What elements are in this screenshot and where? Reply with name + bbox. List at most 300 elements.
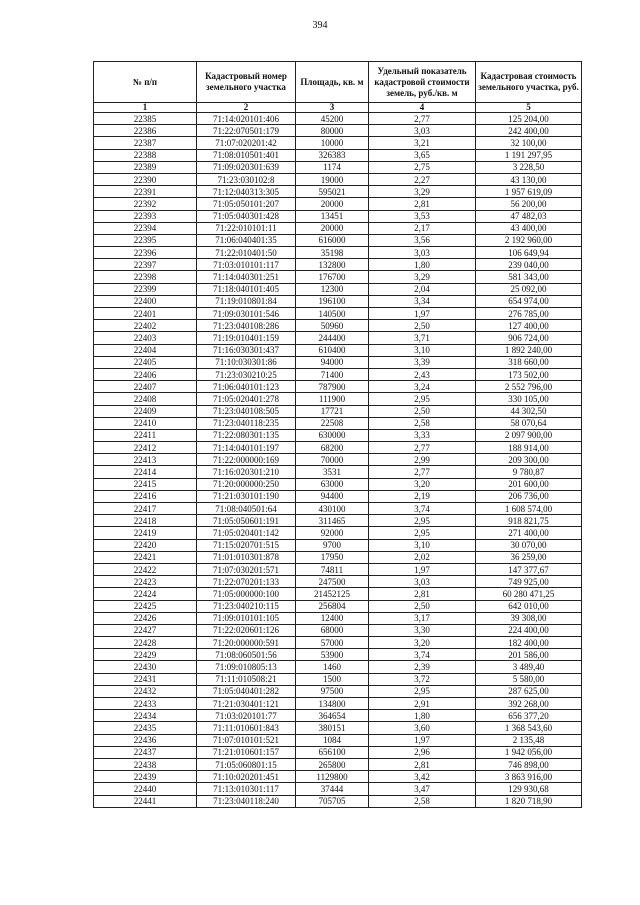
cell-specific-value: 3,20 (369, 478, 476, 490)
cell-area: 20000 (296, 222, 369, 234)
cell-area: 3531 (296, 466, 369, 478)
table-row (94, 539, 582, 551)
cell-row-number: 22441 (94, 795, 197, 807)
cell-area: 35198 (296, 247, 369, 259)
cell-specific-value: 2,43 (369, 368, 476, 380)
cell-cadastral-number: 71:22:070501:179 (197, 125, 296, 137)
cell-area: 430100 (296, 503, 369, 515)
cell-cadastral-value: 106 649,94 (476, 247, 582, 259)
cell-area: 57000 (296, 637, 369, 649)
cell-area: 256804 (296, 600, 369, 612)
column-number: 5 (476, 103, 582, 113)
cell-specific-value: 1,80 (369, 710, 476, 722)
cell-cadastral-number: 71:23:040108:505 (197, 405, 296, 417)
cell-row-number: 22414 (94, 466, 197, 478)
cell-cadastral-value: 125 204,00 (476, 113, 582, 125)
cell-area: 17950 (296, 551, 369, 563)
cell-cadastral-number: 71:09:010101:105 (197, 612, 296, 624)
cell-specific-value: 3,21 (369, 137, 476, 149)
cell-specific-value: 2,77 (369, 466, 476, 478)
cell-cadastral-value: 32 100,00 (476, 137, 582, 149)
cell-row-number: 22390 (94, 173, 197, 185)
table-row (94, 113, 582, 125)
cell-cadastral-value: 1 368 543,60 (476, 722, 582, 734)
cell-area: 380151 (296, 722, 369, 734)
cell-area: 247500 (296, 576, 369, 588)
table-row (94, 417, 582, 429)
cell-cadastral-value: 749 925,00 (476, 576, 582, 588)
cell-row-number: 22392 (94, 198, 197, 210)
cell-cadastral-number: 71:06:040401:35 (197, 234, 296, 246)
table-row (94, 222, 582, 234)
cell-row-number: 22426 (94, 612, 197, 624)
cell-row-number: 22433 (94, 698, 197, 710)
cell-area: 364654 (296, 710, 369, 722)
cell-row-number: 22438 (94, 758, 197, 770)
cell-cadastral-value: 209 300,00 (476, 454, 582, 466)
table-row (94, 149, 582, 161)
cell-cadastral-number: 71:23:030210:25 (197, 368, 296, 380)
table-row (94, 368, 582, 380)
cell-specific-value: 3,47 (369, 783, 476, 795)
cell-area: 94000 (296, 356, 369, 368)
cell-cadastral-value: 581 343,00 (476, 271, 582, 283)
cell-specific-value: 3,20 (369, 637, 476, 649)
cell-cadastral-value: 656 377,20 (476, 710, 582, 722)
cell-area: 1084 (296, 734, 369, 746)
table-row (94, 649, 582, 661)
cell-cadastral-value: 276 785,00 (476, 308, 582, 320)
cell-cadastral-value: 392 268,00 (476, 698, 582, 710)
cell-area: 244400 (296, 332, 369, 344)
table-row (94, 295, 582, 307)
cell-row-number: 22407 (94, 381, 197, 393)
cell-cadastral-value: 1 892 240,00 (476, 344, 582, 356)
table-row (94, 125, 582, 137)
cell-specific-value: 3,10 (369, 344, 476, 356)
cell-area: 68200 (296, 442, 369, 454)
cell-cadastral-number: 71:12:040313:305 (197, 186, 296, 198)
cell-cadastral-number: 71:14:040101:197 (197, 442, 296, 454)
cell-area: 22508 (296, 417, 369, 429)
cell-row-number: 22399 (94, 283, 197, 295)
cell-specific-value: 2,75 (369, 161, 476, 173)
cell-row-number: 22422 (94, 563, 197, 575)
cell-specific-value: 3,34 (369, 295, 476, 307)
cell-cadastral-value: 36 259,00 (476, 551, 582, 563)
cell-cadastral-number: 71:13:010301:117 (197, 783, 296, 795)
cell-cadastral-number: 71:23:040108:286 (197, 320, 296, 332)
cell-row-number: 22424 (94, 588, 197, 600)
cell-cadastral-number: 71:05:020401:142 (197, 527, 296, 539)
cell-specific-value: 3,74 (369, 649, 476, 661)
cell-row-number: 22416 (94, 490, 197, 502)
cell-area: 74811 (296, 563, 369, 575)
cell-specific-value: 3,24 (369, 381, 476, 393)
cell-area: 616000 (296, 234, 369, 246)
cell-specific-value: 2,04 (369, 283, 476, 295)
cell-area: 787900 (296, 381, 369, 393)
cell-row-number: 22431 (94, 673, 197, 685)
cell-cadastral-number: 71:23:030102:8 (197, 173, 296, 185)
cell-cadastral-number: 71:21:010601:157 (197, 746, 296, 758)
table-row (94, 588, 582, 600)
cell-cadastral-number: 71:11:010601:843 (197, 722, 296, 734)
cell-area: 1174 (296, 161, 369, 173)
cell-area: 140500 (296, 308, 369, 320)
cell-row-number: 22394 (94, 222, 197, 234)
cell-cadastral-value: 43 130,00 (476, 173, 582, 185)
cell-row-number: 22421 (94, 551, 197, 563)
cell-cadastral-number: 71:05:040401:282 (197, 685, 296, 697)
cell-cadastral-value: 906 724,00 (476, 332, 582, 344)
cell-row-number: 22425 (94, 600, 197, 612)
cell-area: 92000 (296, 527, 369, 539)
cell-cadastral-value: 1 957 619,09 (476, 186, 582, 198)
cell-cadastral-number: 71:03:010101:117 (197, 259, 296, 271)
cell-specific-value: 2,95 (369, 685, 476, 697)
table-row (94, 673, 582, 685)
cell-row-number: 22393 (94, 210, 197, 222)
cell-specific-value: 3,29 (369, 186, 476, 198)
cell-cadastral-number: 71:09:030101:546 (197, 308, 296, 320)
cell-cadastral-value: 642 010,00 (476, 600, 582, 612)
cell-cadastral-value: 271 400,00 (476, 527, 582, 539)
column-numbers-row (94, 103, 582, 113)
column-number: 1 (94, 103, 197, 113)
cell-specific-value: 3,10 (369, 539, 476, 551)
cell-specific-value: 3,56 (369, 234, 476, 246)
cell-specific-value: 1,80 (369, 259, 476, 271)
cell-area: 50960 (296, 320, 369, 332)
cell-cadastral-number: 71:07:020201:42 (197, 137, 296, 149)
cell-cadastral-value: 206 736,00 (476, 490, 582, 502)
cell-specific-value: 3,30 (369, 624, 476, 636)
cell-cadastral-value: 173 502,00 (476, 368, 582, 380)
cell-row-number: 22404 (94, 344, 197, 356)
cell-row-number: 22395 (94, 234, 197, 246)
cell-row-number: 22397 (94, 259, 197, 271)
cell-row-number: 22437 (94, 746, 197, 758)
cell-cadastral-value: 147 377,67 (476, 563, 582, 575)
cell-row-number: 22403 (94, 332, 197, 344)
cell-cadastral-value: 224 400,00 (476, 624, 582, 636)
cell-area: 97500 (296, 685, 369, 697)
cell-specific-value: 2,81 (369, 198, 476, 210)
cell-cadastral-number: 71:09:010805:13 (197, 661, 296, 673)
cell-cadastral-value: 330 105,00 (476, 393, 582, 405)
table-row (94, 551, 582, 563)
cell-cadastral-number: 71:07:010101:521 (197, 734, 296, 746)
cell-area: 12400 (296, 612, 369, 624)
cell-specific-value: 2,95 (369, 393, 476, 405)
cell-specific-value: 3,42 (369, 771, 476, 783)
cell-cadastral-value: 287 625,00 (476, 685, 582, 697)
page-number: 394 (312, 20, 328, 31)
cell-cadastral-value: 239 040,00 (476, 259, 582, 271)
cell-row-number: 22411 (94, 429, 197, 441)
cell-row-number: 22406 (94, 368, 197, 380)
cell-area: 63000 (296, 478, 369, 490)
table-row (94, 271, 582, 283)
table-header-row (94, 62, 582, 103)
table-row (94, 405, 582, 417)
table-row (94, 247, 582, 259)
cell-row-number: 22418 (94, 515, 197, 527)
cell-specific-value: 3,17 (369, 612, 476, 624)
table-row (94, 454, 582, 466)
cell-row-number: 22402 (94, 320, 197, 332)
cell-area: 9700 (296, 539, 369, 551)
cell-row-number: 22389 (94, 161, 197, 173)
table-row (94, 259, 582, 271)
cell-cadastral-number: 71:21:030401:121 (197, 698, 296, 710)
cell-cadastral-number: 71:23:040118:240 (197, 795, 296, 807)
header-row-number: № п/п (94, 62, 197, 103)
cell-cadastral-value: 127 400,00 (476, 320, 582, 332)
cell-cadastral-number: 71:05:020401:278 (197, 393, 296, 405)
cell-cadastral-number: 71:19:010801:84 (197, 295, 296, 307)
cell-row-number: 22440 (94, 783, 197, 795)
cell-cadastral-number: 71:01:010301:878 (197, 551, 296, 563)
cell-row-number: 22419 (94, 527, 197, 539)
table-row (94, 698, 582, 710)
header-specific-value: Удельный показатель кадастровой стоимости земель, руб./кв. м (369, 62, 476, 103)
cell-cadastral-value: 129 930,68 (476, 783, 582, 795)
cell-area: 71400 (296, 368, 369, 380)
table-row (94, 308, 582, 320)
cell-specific-value: 3,65 (369, 149, 476, 161)
cadastral-value-table (93, 61, 582, 808)
cell-area: 21452125 (296, 588, 369, 600)
cell-cadastral-value: 182 400,00 (476, 637, 582, 649)
cell-specific-value: 2,17 (369, 222, 476, 234)
cell-cadastral-number: 71:22:010401:50 (197, 247, 296, 259)
cell-area: 45200 (296, 113, 369, 125)
table-row (94, 795, 582, 807)
cell-cadastral-number: 71:19:010401:159 (197, 332, 296, 344)
cell-cadastral-number: 71:16:020301:210 (197, 466, 296, 478)
cell-row-number: 22430 (94, 661, 197, 673)
table-row (94, 332, 582, 344)
cell-area: 68000 (296, 624, 369, 636)
cell-specific-value: 2,27 (369, 173, 476, 185)
cell-cadastral-number: 71:10:030301:86 (197, 356, 296, 368)
cell-specific-value: 3,03 (369, 247, 476, 259)
table-row (94, 783, 582, 795)
cell-cadastral-number: 71:10:020201:451 (197, 771, 296, 783)
cell-area: 610400 (296, 344, 369, 356)
cell-specific-value: 3,29 (369, 271, 476, 283)
table-row (94, 515, 582, 527)
cell-specific-value: 2,50 (369, 405, 476, 417)
table-row (94, 198, 582, 210)
table-row (94, 320, 582, 332)
cell-cadastral-number: 71:23:040118:235 (197, 417, 296, 429)
cell-cadastral-value: 47 482,03 (476, 210, 582, 222)
cell-specific-value: 2,95 (369, 527, 476, 539)
cell-cadastral-number: 71:18:040101:405 (197, 283, 296, 295)
table-row (94, 576, 582, 588)
cell-cadastral-value: 9 780,87 (476, 466, 582, 478)
cell-specific-value: 3,74 (369, 503, 476, 515)
cell-row-number: 22408 (94, 393, 197, 405)
cell-specific-value: 2,81 (369, 758, 476, 770)
cell-area: 656100 (296, 746, 369, 758)
cell-cadastral-number: 71:22:020601:126 (197, 624, 296, 636)
cell-area: 10000 (296, 137, 369, 149)
cell-specific-value: 3,03 (369, 576, 476, 588)
cell-cadastral-number: 71:05:040301:428 (197, 210, 296, 222)
cell-cadastral-value: 25 092,00 (476, 283, 582, 295)
table-row (94, 758, 582, 770)
table-row (94, 442, 582, 454)
cell-area: 17721 (296, 405, 369, 417)
table-row (94, 710, 582, 722)
cell-specific-value: 2,39 (369, 661, 476, 673)
table-row (94, 429, 582, 441)
cell-cadastral-value: 1 191 297,95 (476, 149, 582, 161)
cell-row-number: 22405 (94, 356, 197, 368)
cell-area: 265800 (296, 758, 369, 770)
cell-specific-value: 3,60 (369, 722, 476, 734)
cell-cadastral-number: 71:22:080301:135 (197, 429, 296, 441)
cell-area: 132800 (296, 259, 369, 271)
cell-area: 630000 (296, 429, 369, 441)
table-row (94, 722, 582, 734)
cell-cadastral-number: 71:15:020701:515 (197, 539, 296, 551)
cell-specific-value: 2,99 (369, 454, 476, 466)
cell-row-number: 22428 (94, 637, 197, 649)
cell-area: 1460 (296, 661, 369, 673)
table-row (94, 234, 582, 246)
cell-specific-value: 1,97 (369, 563, 476, 575)
cell-cadastral-number: 71:08:010501:401 (197, 149, 296, 161)
cell-cadastral-number: 71:16:030301:437 (197, 344, 296, 356)
cell-specific-value: 2,77 (369, 113, 476, 125)
cell-row-number: 22387 (94, 137, 197, 149)
cell-cadastral-value: 39 308,00 (476, 612, 582, 624)
table-row (94, 600, 582, 612)
header-cadastral-value: Кадастровая стоимость земельного участка, руб. (476, 62, 582, 103)
cell-specific-value: 3,33 (369, 429, 476, 441)
cell-specific-value: 3,53 (369, 210, 476, 222)
cell-row-number: 22439 (94, 771, 197, 783)
column-number: 3 (296, 103, 369, 113)
table-row (94, 612, 582, 624)
cell-area: 12300 (296, 283, 369, 295)
cell-area: 70000 (296, 454, 369, 466)
table-row (94, 210, 582, 222)
cell-cadastral-value: 1 820 718,90 (476, 795, 582, 807)
table-row (94, 734, 582, 746)
cell-area: 134800 (296, 698, 369, 710)
cell-cadastral-number: 71:05:060801:15 (197, 758, 296, 770)
cell-cadastral-number: 71:05:050101:207 (197, 198, 296, 210)
cell-area: 20000 (296, 198, 369, 210)
cell-cadastral-value: 3 489,40 (476, 661, 582, 673)
cell-cadastral-number: 71:08:040501:64 (197, 503, 296, 515)
cell-cadastral-value: 60 280 471,25 (476, 588, 582, 600)
cell-row-number: 22396 (94, 247, 197, 259)
cell-cadastral-value: 2 135,48 (476, 734, 582, 746)
table-row (94, 137, 582, 149)
cell-specific-value: 2,96 (369, 746, 476, 758)
table-row (94, 624, 582, 636)
cell-cadastral-value: 5 580,00 (476, 673, 582, 685)
cell-specific-value: 2,02 (369, 551, 476, 563)
table-row (94, 661, 582, 673)
cell-cadastral-value: 318 660,00 (476, 356, 582, 368)
table-row (94, 478, 582, 490)
cell-area: 326383 (296, 149, 369, 161)
cell-cadastral-number: 71:22:010101:11 (197, 222, 296, 234)
cell-area: 19000 (296, 173, 369, 185)
cell-row-number: 22388 (94, 149, 197, 161)
cell-row-number: 22432 (94, 685, 197, 697)
cell-specific-value: 2,95 (369, 515, 476, 527)
cell-cadastral-value: 3 863 916,00 (476, 771, 582, 783)
table-row (94, 746, 582, 758)
cell-cadastral-number: 71:07:030201:571 (197, 563, 296, 575)
cell-area: 111900 (296, 393, 369, 405)
cell-specific-value: 3,03 (369, 125, 476, 137)
cell-cadastral-value: 918 821,75 (476, 515, 582, 527)
cell-area: 595021 (296, 186, 369, 198)
table-row (94, 356, 582, 368)
table-row (94, 771, 582, 783)
cell-area: 705705 (296, 795, 369, 807)
cell-cadastral-number: 71:06:040101:123 (197, 381, 296, 393)
cell-specific-value: 2,50 (369, 600, 476, 612)
table-row (94, 527, 582, 539)
cell-specific-value: 3,72 (369, 673, 476, 685)
cell-specific-value: 3,39 (369, 356, 476, 368)
cell-cadastral-value: 242 400,00 (476, 125, 582, 137)
cell-cadastral-number: 71:03:020101:77 (197, 710, 296, 722)
cell-cadastral-value: 44 302,50 (476, 405, 582, 417)
cell-cadastral-number: 71:20:000000:250 (197, 478, 296, 490)
cell-cadastral-number: 71:14:040301:251 (197, 271, 296, 283)
cell-area: 80000 (296, 125, 369, 137)
table-row (94, 637, 582, 649)
table-row (94, 161, 582, 173)
cell-row-number: 22391 (94, 186, 197, 198)
cell-cadastral-number: 71:11:010508:21 (197, 673, 296, 685)
column-number: 2 (197, 103, 296, 113)
cell-row-number: 22415 (94, 478, 197, 490)
cell-row-number: 22436 (94, 734, 197, 746)
cell-specific-value: 2,50 (369, 320, 476, 332)
cell-row-number: 22398 (94, 271, 197, 283)
cell-row-number: 22429 (94, 649, 197, 661)
cell-row-number: 22420 (94, 539, 197, 551)
cell-cadastral-value: 58 070,64 (476, 417, 582, 429)
table-row (94, 685, 582, 697)
cell-row-number: 22385 (94, 113, 197, 125)
table-row (94, 381, 582, 393)
cell-area: 196100 (296, 295, 369, 307)
cell-row-number: 22413 (94, 454, 197, 466)
cell-cadastral-number: 71:21:030101:190 (197, 490, 296, 502)
cell-cadastral-value: 201 586,00 (476, 649, 582, 661)
cell-cadastral-value: 3 228,50 (476, 161, 582, 173)
cell-cadastral-value: 2 097 900,00 (476, 429, 582, 441)
cell-cadastral-number: 71:09:020301:639 (197, 161, 296, 173)
cell-cadastral-value: 30 070,00 (476, 539, 582, 551)
cell-cadastral-value: 56 200,00 (476, 198, 582, 210)
cell-row-number: 22409 (94, 405, 197, 417)
